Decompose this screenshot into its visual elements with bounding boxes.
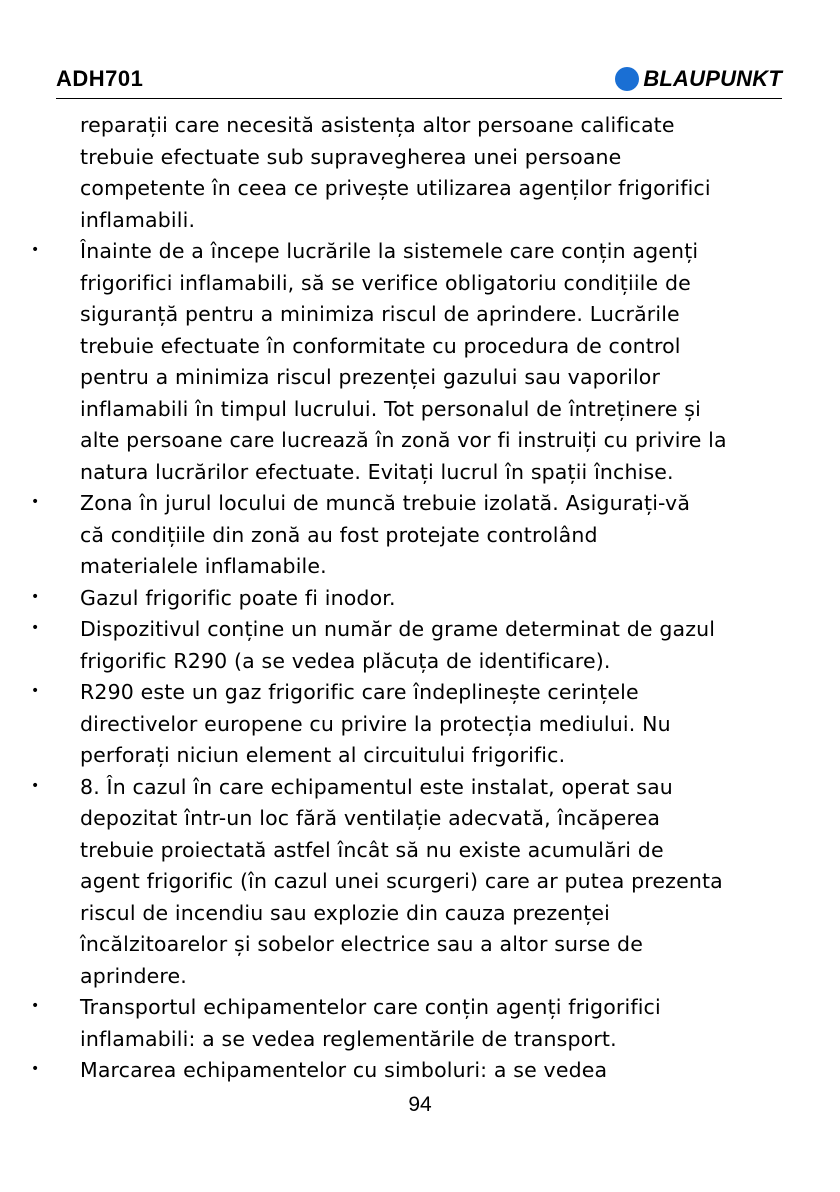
bullet-icon: •	[31, 998, 40, 1014]
text-line	[80, 394, 800, 426]
line-text: frigorific R290 (a se vedea plăcuța de identificare).	[80, 648, 611, 673]
text-line	[80, 268, 800, 300]
bullet-item-first-line	[31, 1055, 800, 1087]
text-line	[80, 425, 800, 457]
brand-dot-icon	[615, 67, 639, 91]
bullet-icon: •	[31, 620, 40, 636]
line-text: 8. În cazul în care echipamentul este instalat, operat sau	[80, 774, 673, 799]
text-line	[80, 898, 800, 930]
text-line	[80, 457, 800, 489]
line-text: R290 este un gaz frigorific care îndeplinește cerințele	[80, 680, 639, 704]
bullet-icon: •	[31, 1061, 40, 1077]
bullet-icon: •	[31, 588, 40, 605]
text-line	[80, 803, 800, 835]
page-header	[56, 62, 782, 99]
manual-body-text	[31, 110, 800, 1087]
bullet-item-first-line	[31, 236, 800, 268]
brand-name: BLAUPUNKT	[643, 66, 782, 91]
text-line	[80, 646, 800, 678]
line-text: inflamabili în timpul lucrului. Tot personalul de întreținere și	[80, 396, 701, 421]
bullet-icon: •	[31, 494, 40, 510]
bullet-item-first-line	[31, 992, 800, 1024]
text-line	[80, 331, 800, 363]
text-line	[80, 299, 800, 331]
line-text: depozitat într-un loc fără ventilație adecvată, încăperea	[80, 806, 661, 830]
text-line	[80, 961, 800, 993]
text-line	[80, 173, 800, 205]
line-text: inflamabili.	[80, 207, 196, 232]
line-text: reparații care necesită asistența altor persoane calificate	[80, 113, 675, 137]
bullet-item-first-line	[31, 677, 800, 709]
line-text: competente în ceea ce privește utilizarea agenților frigorifici	[80, 176, 711, 200]
line-text: Transportul echipamentelor care conțin agenți frigorifici	[80, 995, 661, 1019]
line-text: Dispozitivul conține un număr de grame determinat de gazul	[80, 617, 716, 641]
page-number: 94	[408, 1093, 432, 1116]
bullet-item-first-line	[31, 488, 800, 520]
bullet-item-first-line	[31, 614, 800, 646]
line-text: că condițiile din zonă au fost protejate controlând	[80, 522, 598, 547]
line-text: natura lucrărilor efectuate. Evitați lucrul în spații închise.	[80, 459, 674, 484]
brand-logo	[615, 66, 782, 92]
line-text: Gazul frigorific poate fi inodor.	[80, 585, 396, 610]
text-line	[80, 1024, 800, 1056]
model-number: ADH701	[56, 66, 144, 91]
line-text: trebuie efectuate în conformitate cu procedura de control	[80, 333, 681, 358]
text-line	[80, 142, 800, 174]
bullet-icon: •	[31, 683, 40, 699]
line-text: alte persoane care lucrează în zonă vor fi instruiți cu privire la	[80, 428, 727, 452]
line-text: perforați niciun element al circuitului frigorific.	[80, 743, 566, 767]
text-line	[80, 929, 800, 961]
text-line	[80, 709, 800, 741]
line-text: directivelor europene cu privire la protecția mediului. Nu	[80, 711, 671, 736]
text-line	[80, 205, 800, 237]
bullet-icon: •	[31, 777, 40, 794]
line-text: trebuie efectuate sub supravegherea unei persoane	[80, 144, 622, 169]
line-text: trebuie proiectată astfel încât să nu existe acumulări de	[80, 837, 664, 862]
bullet-item-first-line	[31, 583, 800, 615]
line-text: riscul de incendiu sau explozie din cauza prezenței	[80, 900, 611, 925]
text-line	[80, 866, 800, 898]
bullet-icon: •	[31, 242, 40, 258]
line-text: Înainte de a începe lucrările la sistemele care conțin agenți	[80, 239, 699, 263]
text-line	[80, 362, 800, 394]
line-text: Zona în jurul locului de muncă trebuie izolată. Asigurați-vă	[80, 491, 691, 515]
line-text: agent frigorific (în cazul unei scurgeri) care ar putea prezenta	[80, 869, 723, 893]
bullet-item-first-line	[31, 772, 800, 804]
text-line	[80, 110, 800, 142]
text-line	[80, 551, 800, 583]
line-text: pentru a minimiza riscul prezenței gazului sau vaporilor	[80, 365, 661, 389]
text-line	[80, 835, 800, 867]
line-text: Marcarea echipamentelor cu simboluri: a se vedea	[80, 1058, 608, 1082]
line-text: inflamabili: a se vedea reglementările de transport.	[80, 1026, 617, 1051]
line-text: încălzitoarelor și sobelor electrice sau a altor surse de	[80, 932, 643, 956]
text-line	[80, 740, 800, 772]
text-line	[80, 520, 800, 552]
line-text: materialele inflamabile.	[80, 554, 327, 578]
line-text: frigorifici inflamabili, să se verifice obligatoriu condițiile de	[80, 270, 691, 295]
line-text: siguranță pentru a minimiza riscul de aprindere. Lucrările	[80, 302, 680, 326]
line-text: aprindere.	[80, 963, 187, 988]
